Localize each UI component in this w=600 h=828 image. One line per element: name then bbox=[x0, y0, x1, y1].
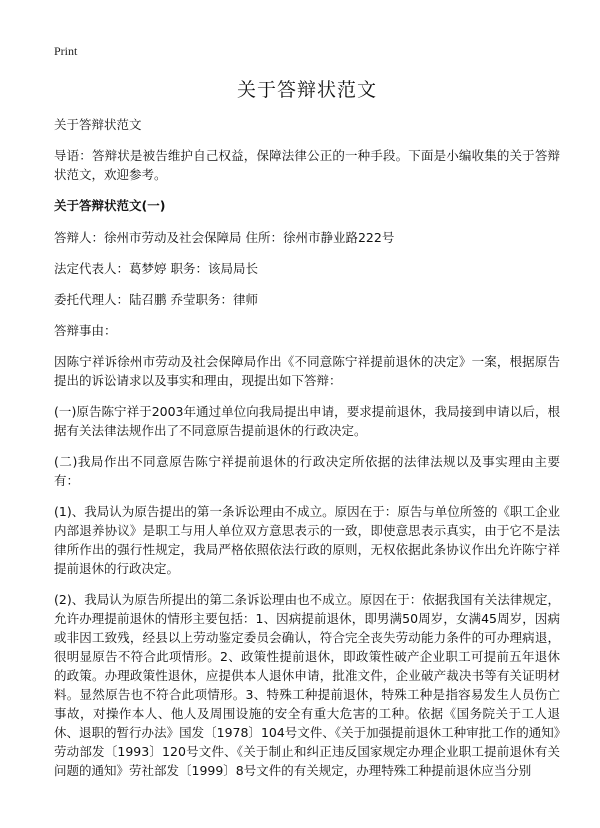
body-paragraph-4: (1)、我局认为原告提出的第一条诉讼理由不成立。原因在于：原告与单位所签的《职工企业内部退养协议》是职工与用人单位双方意思表示的一致，即使意思表示真实，由于它不是法律所作出的强行性规定，我局严格依照依法行政的原则，无权依据此条协议作出允许陈宁祥提前退休的行政决定。 bbox=[54, 504, 560, 576]
intro-paragraph: 导语：答辩状是被告维护自己权益，保障法律公正的一种手段。下面是小编收集的关于答辩状范文，欢迎参考。 bbox=[54, 148, 560, 182]
body-paragraph-2: (一)原告陈宁祥于2003年通过单位向我局提出申请，要求提前退休，我局接到申请以后，根据有关法律法规作出了不同意原告提前退休的行政决定。 bbox=[54, 404, 560, 438]
body-paragraph-1: 因陈宁祥诉徐州市劳动及社会保障局作出《不同意陈宁祥提前退休的决定》一案，根据原告提出的诉讼请求以及事实和理由，现提出如下答辩： bbox=[54, 354, 560, 388]
document-subtitle: 关于答辩状范文 bbox=[54, 117, 142, 132]
legal-rep-line: 法定代表人：葛梦婷 职务：该局局长 bbox=[54, 261, 258, 276]
respondent-line: 答辩人：徐州市劳动及社会保障局 住所：徐州市静业路222号 bbox=[54, 230, 395, 245]
body-paragraph-3: (二)我局作出不同意原告陈宁祥提前退休的行政决定所依据的法律法规以及事实理由主要有： bbox=[54, 454, 560, 488]
section-heading: 关于答辩状范文(一) bbox=[54, 198, 166, 213]
agent-line: 委托代理人：陆召鹏 乔莹职务：律师 bbox=[54, 292, 258, 307]
reasons-label: 答辩事由： bbox=[54, 323, 117, 338]
body-paragraph-5: (2)、我局认为原告所提出的第二条诉讼理由也不成立。原因在于：依据我国有关法律规定，允许办理提前退休的情形主要包括：1、因病提前退休，即男满50周岁，女满45周岁，因病或非因工致残，经县以上劳动鉴定委员会确认，符合完全丧失劳动能力条件的可办理病退，很明显原告不符合此项情形。2、政策性提前退休，即政策性破产企业职工可提前五年退休的政策。办理政策性退休，应提供本人退休申请，批准文件，企业破产裁决书等有关证明材料。显然原告也不符合此项情形。3、特殊工种提前退休，特殊工种是指容易发生人员伤亡事故，对操作本人、他人及周围设施的安全有重大危害的工种。依据《国务院关于工人退休、退职的暂行办法》国发〔1978〕104号文件、《关于加强提前退休工种审批工作的通知》劳动部发〔1993〕120号文件、《关于制止和纠正违反国家规定办理企业职工提前退休有关问题的通知》劳社部发〔1999〕8号文件的有关规定，办理特殊工种提前退休应当分别 bbox=[54, 592, 560, 778]
print-link[interactable]: Print bbox=[54, 44, 78, 58]
document-title: 关于答辩状范文 bbox=[236, 79, 377, 101]
